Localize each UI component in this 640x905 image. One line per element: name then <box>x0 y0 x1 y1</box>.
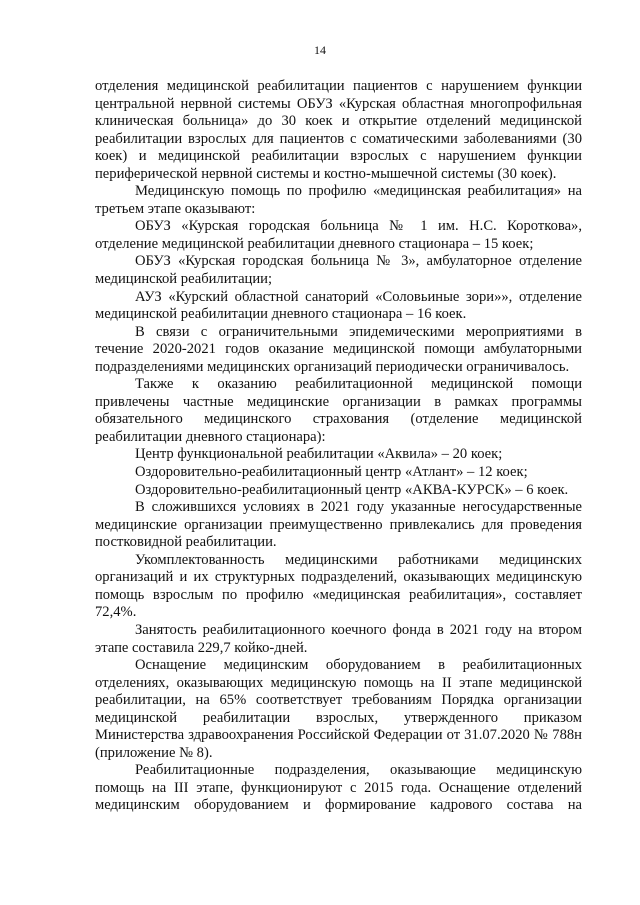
paragraph-third-stage-intro: Медицинскую помощь по профилю «медицинская реабилитация» на третьем этапе оказывают: <box>95 183 582 217</box>
paragraph-private-orgs: Также к оказанию реабилитационной медицинской помощи привлечены частные медицинские организации в рамках программы обязательного медицинского страхования (отделение медицинской реабилитации дневного стационара): <box>95 376 582 445</box>
paragraph-bed-occupancy: Занятость реабилитационного коечного фонда в 2021 году на втором этапе составила 229,7 койко-дней. <box>95 621 582 656</box>
paragraph-third-stage-units: Реабилитационные подразделения, оказывающие медицинскую помощь на III этапе, функционируют с 2015 года. Оснащение отделений медицинским оборудованием и формирование кадрового состава на <box>95 762 582 814</box>
paragraph-continuation: отделения медицинской реабилитации пациентов с нарушением функции центральной нервной системы ОБУЗ «Курская областная многопрофильная клиническая больница» до 30 коек и открытие отделений медицинской реабилитации взрослых для пациентов с соматическими заболеваниями (30 коек) и медицинской реабилитации взрослых с нарушением функции периферической нервной системы и костно-мышечной системы (30 коек). <box>95 78 582 182</box>
paragraph-staffing: Укомплектованность медицинскими работниками медицинских организаций и их структурных подразделений, оказывающих медицинскую помощь взрослым по профилю «медицинская реабилитация», составляет 72,4%. <box>95 551 582 621</box>
paragraph-sanatorium: АУЗ «Курский областной санаторий «Соловьиные зори»», отделение медицинской реабилитации дневного стационара – 16 коек. <box>95 288 582 323</box>
list-item-atlant: Оздоровительно-реабилитационный центр «Атлант» – 12 коек; <box>135 464 528 481</box>
paragraph-equipment: Оснащение медицинским оборудованием в реабилитационных отделениях, оказывающих медицинскую помощь на II этапе медицинской реабилитации, на 65% соответствует требованиям Порядка организации медицинской реабилитации взрослых, утвержденного приказом Министерства здравоохранения Российской Федерации от 31.07.2020 № 788н (приложение № 8). <box>95 657 582 761</box>
paragraph-hospital-3: ОБУЗ «Курская городская больница № 3», амбулаторное отделение медицинской реабилитации; <box>95 253 582 288</box>
paragraph-hospital-1: ОБУЗ «Курская городская больница № 1 им. Н.С. Короткова», отделение медицинской реабилитации дневного стационара – 15 коек; <box>95 218 582 252</box>
page-number: 14 <box>314 43 326 57</box>
paragraph-postcovid: В сложившихся условиях в 2021 году указанные негосударственные медицинские организации преимущественно привлекались для проведения постковидной реабилитации. <box>95 499 582 551</box>
list-item-akvila: Центр функциональной реабилитации «Аквила» – 20 коек; <box>135 446 503 463</box>
list-item-akva-kursk: Оздоровительно-реабилитационный центр «АКВА-КУРСК» – 6 коек. <box>135 481 569 498</box>
paragraph-restrictions: В связи с ограничительными эпидемическими мероприятиями в течение 2020-2021 годов оказание медицинской помощи амбулаторными подразделениями медицинских организаций периодически ограничивалось. <box>95 323 582 375</box>
document-body <box>95 78 582 815</box>
